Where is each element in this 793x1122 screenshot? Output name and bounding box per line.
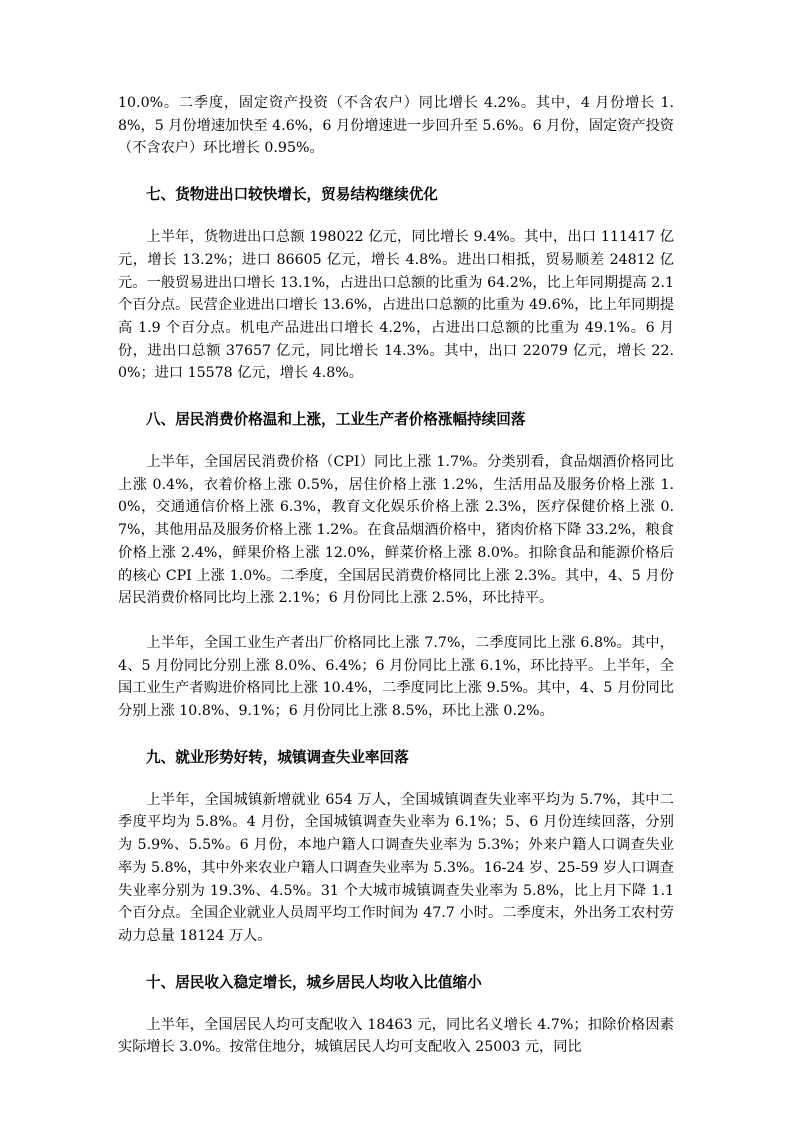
section-9-paragraph: 上半年，全国城镇新增就业 654 万人，全国城镇调查失业率平均为 5.7%，其中二季度平均为 5.8%。4 月份，全国城镇调查失业率为 6.1%；5、6 月份连续回落，分别为 5.9%、5.5%。6 月份，本地户籍人口调查失业率为 5.3%；外来户籍人口调查失业率为 5.8%，其中外来农业户籍人口调查失业率为 5.3%。16-24 岁、25-59 岁人口调查失业率分别为 19.3%、4.5%。31 个大城市城镇调查失业率为 5.8%，比上月下降 1.1 个百分点。全国企业就业人员周平均工作时间为 47.7 小时。二季度末，外出务工农村劳动力总量 18124 万人。 xyxy=(118,791,674,944)
intro-paragraph: 10.0%。二季度，固定资产投资（不含农户）同比增长 4.2%。其中，4 月份增长 1.8%，5 月份增速加快至 4.6%，6 月份增速进一步回升至 5.6%。6 月份，固定资产投资（不含农户）环比增长 0.95%。 xyxy=(118,95,674,157)
section-8-paragraph-2: 上半年，全国工业生产者出厂价格同比上涨 7.7%，二季度同比上涨 6.8%。其中，4、5 月份同比分别上涨 8.0%、6.4%；6 月份同比上涨 6.1%，环比持平。上半年，全国工业生产者购进价格同比上涨 10.4%，二季度同比上涨 9.5%。其中，4、5 月份同比分别上涨 10.8%、9.1%；6 月份同比上涨 8.5%，环比上涨 0.2%。 xyxy=(118,634,674,720)
section-10-paragraph: 上半年，全国居民人均可支配收入 18463 元，同比名义增长 4.7%；扣除价格因素实际增长 3.0%。按常住地分，城镇居民人均可支配收入 25003 元，同比 xyxy=(118,1016,674,1056)
section-8-paragraph-1: 上半年，全国居民消费价格（CPI）同比上涨 1.7%。分类别看，食品烟酒价格同比上涨 0.4%，衣着价格上涨 0.5%，居住价格上涨 1.2%，生活用品及服务价格上涨 1.0%，交通通信价格上涨 6.3%，教育文化娱乐价格上涨 2.3%，医疗保健价格上涨 0.7%，其他用品及服务价格上涨 1.2%。在食品烟酒价格中，猪肉价格下降 33.2%，粮食价格上涨 2.4%，鲜果价格上涨 12.0%，鲜菜价格上涨 8.0%。扣除食品和能源价格后的核心 CPI 上涨 1.0%。二季度，全国居民消费价格同比上涨 2.3%。其中，4、5 月份居民消费价格同比均上涨 2.1%；6 月份同比上涨 2.5%，环比持平。 xyxy=(118,454,674,607)
section-10-heading: 十、居民收入稳定增长，城乡居民人均收入比值缩小 xyxy=(146,973,482,991)
section-7-heading: 七、货物进出口较快增长，贸易结构继续优化 xyxy=(146,186,438,204)
section-7-paragraph: 上半年，货物进出口总额 198022 亿元，同比增长 9.4%。其中，出口 111417 亿元，增长 13.2%；进口 86605 亿元，增长 4.8%。进出口相抵，贸易顺差 24812 亿元。一般贸易进出口增长 13.1%，占进出口总额的比重为 64.2%，比上年同期提高 2.1 个百分点。民营企业进出口增长 13.6%，占进出口总额的比重为 49.6%，比上年同期提高 1.9 个百分点。机电产品进出口增长 4.2%，占进出口总额的比重为 49.1%。6 月份，进出口总额 37657 亿元，同比增长 14.3%。其中，出口 22079 亿元，增长 22.0%；进口 15578 亿元，增长 4.8%。 xyxy=(118,229,674,382)
section-8-heading: 八、居民消费价格温和上涨，工业生产者价格涨幅持续回落 xyxy=(146,411,526,429)
document-body xyxy=(118,92,674,1059)
section-9-heading: 九、就业形势好转，城镇调查失业率回落 xyxy=(146,748,409,766)
